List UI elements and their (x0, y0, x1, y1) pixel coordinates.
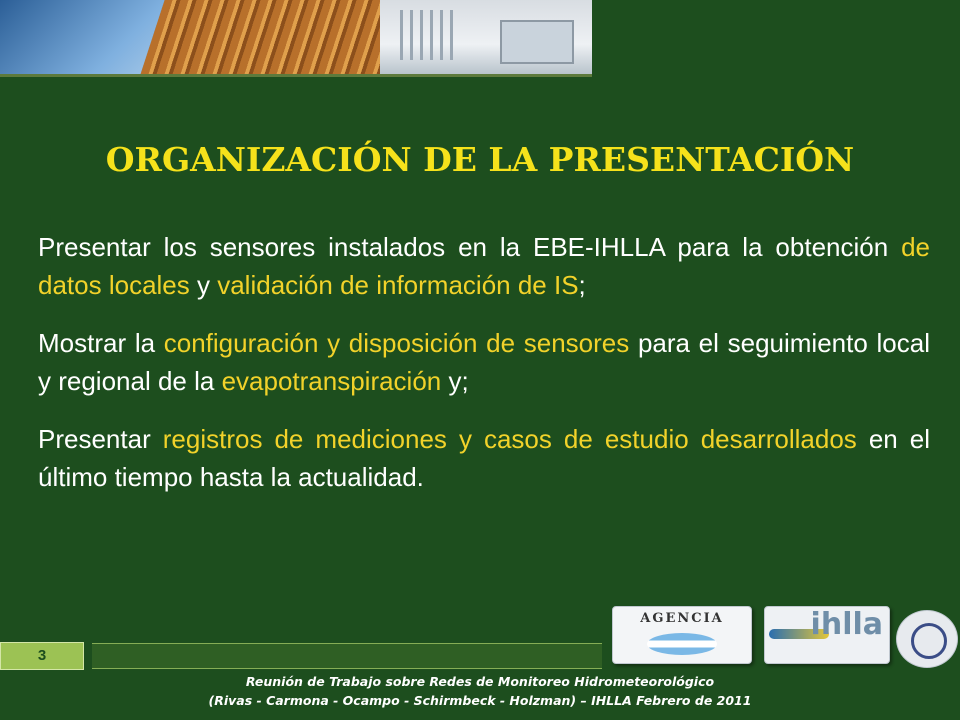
body-text: en el último tiempo hasta la actualidad. (38, 424, 930, 492)
body-text: y (189, 270, 218, 300)
highlighted-text: configuración y disposición de sensores (163, 328, 630, 358)
footer (0, 672, 960, 710)
lab-image (380, 0, 592, 74)
paragraph-3 (38, 420, 930, 496)
page-number-box (0, 642, 84, 670)
slide-title: ORGANIZACIÓN DE LA PRESENTACIÓN (105, 140, 855, 179)
paragraph-1 (38, 228, 930, 304)
banner-divider (0, 74, 592, 77)
ihlla-logo (764, 606, 890, 664)
highlighted-text: de datos locales (38, 232, 930, 300)
solar-panel-image (132, 0, 418, 74)
footer-bar (92, 643, 602, 669)
highlighted-text: registros de mediciones y casos de estudio desarrollados (162, 424, 857, 454)
highlighted-text: evapotranspiración (221, 366, 442, 396)
flag-emblem-icon (647, 633, 717, 655)
body-text: y; (441, 366, 469, 396)
body-text: para el seguimiento local y regional de la (38, 328, 930, 396)
agencia-logo-text: AGENCIA (640, 611, 724, 626)
page-number: 3 (37, 647, 47, 664)
body-text: Presentar (38, 424, 163, 454)
logo-strip (612, 606, 960, 674)
body-text: ; (578, 270, 586, 300)
university-seal-icon (896, 610, 958, 668)
footer-line-2: (Rivas - Carmona - Ocampo - Schirmbeck - Holzman) – IHLLA Febrero de 2011 (208, 693, 752, 708)
header-photo-banner (0, 0, 592, 74)
footer-line-1: Reunión de Trabajo sobre Redes de Monitoreo Hidrometeorológico (245, 674, 715, 689)
highlighted-text: validación de información de IS (217, 270, 579, 300)
agencia-logo (612, 606, 752, 664)
body-text: Mostrar la (38, 328, 164, 358)
ihlla-logo-text: ihlla (810, 607, 883, 642)
slide-body (38, 228, 930, 516)
paragraph-2 (38, 324, 930, 400)
body-text: Presentar los sensores instalados en la EBE-IHLLA para la obtención (38, 232, 902, 262)
